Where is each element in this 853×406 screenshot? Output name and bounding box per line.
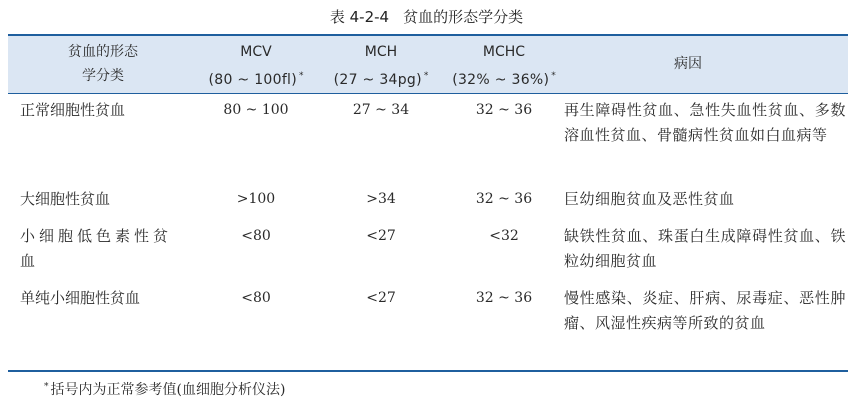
row-mchc: 32 ~ 36 [475,290,533,306]
header-mchc [438,40,570,92]
row-type: 小细胞低色素性贫血 [20,227,173,270]
header-mcv-asterisk: * [299,71,304,81]
row-cause: 缺铁性贫血、珠蛋白生成障碍性贫血、铁粒幼细胞贫血 [564,227,846,270]
header-mch-asterisk: * [423,71,429,81]
table-number: 表 4-2-4 [329,8,390,26]
row-mchc: 32 ~ 36 [475,191,533,207]
row-mchc: 32 ~ 36 [475,102,533,118]
header-mchc-asterisk: * [551,71,556,81]
header-type-line2: 学分类 [82,68,124,84]
row-mcv: >100 [236,191,276,207]
row-mch: >34 [366,191,396,207]
header-type [48,40,158,88]
header-mchc-range: (32% ~ 36%) [452,72,550,88]
header-cause: 病因 [674,56,702,72]
header-mcv-range: (80 ~ 100fl) [208,72,297,88]
footnote-text: 括号内为正常参考值(血细胞分析仪法) [50,382,286,398]
row-type: 正常细胞性贫血 [20,101,126,119]
row-mcv: <80 [241,290,271,306]
row-cause: 慢性感染、炎症、肝病、尿毒症、恶性肿瘤、风湿性疾病等所致的贫血 [564,289,846,332]
row-cause: 巨幼细胞贫血及恶性贫血 [564,190,735,208]
row-mchc: <32 [489,228,519,244]
header-mcv-label: MCV [240,44,272,60]
header-type-line1: 贫血的形态 [68,44,138,60]
header-mch-label: MCH [364,44,398,60]
table-footnote [44,379,285,399]
row-mcv: <80 [241,228,271,244]
header-mchc-label: MCHC [482,44,526,60]
row-type: 大细胞性贫血 [20,190,111,208]
header-mcv [186,40,326,92]
row-mch: 27 ~ 34 [352,102,410,118]
header-mch-range: (27 ~ 34pg) [333,72,422,88]
row-mcv: 80 ~ 100 [223,102,289,118]
row-cause: 再生障碍性贫血、急性失血性贫血、多数溶血性贫血、骨髓病性贫血如白血病等 [564,101,846,144]
table-header-rule [8,93,848,94]
row-mch: <27 [366,290,396,306]
row-mch: <27 [366,228,396,244]
table-caption [0,6,853,27]
table-header [8,36,848,93]
header-mch [326,40,436,92]
table-title: 贫血的形态学分类 [403,8,524,26]
table-bottom-rule [8,370,848,372]
row-type: 单纯小细胞性贫血 [20,289,141,307]
footnote-asterisk: * [44,382,49,392]
